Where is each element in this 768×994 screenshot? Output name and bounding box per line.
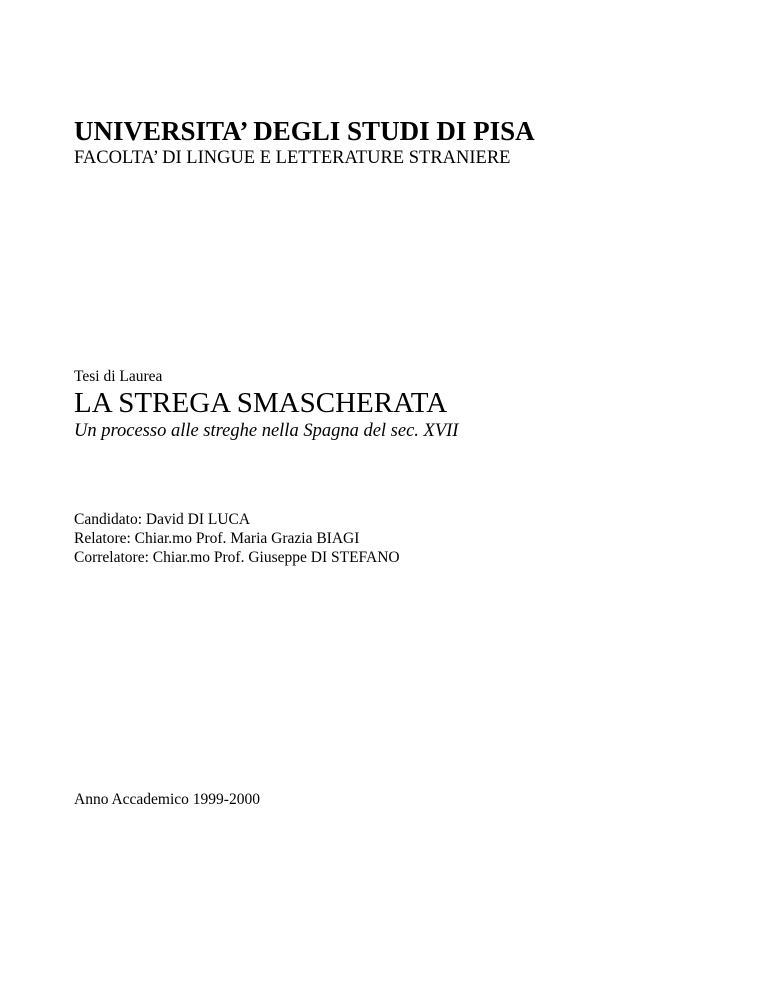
academic-year: Anno Accademico 1999-2000 (74, 791, 260, 808)
university-name: UNIVERSITA’ DEGLI STUDI DI PISA (74, 116, 535, 146)
faculty-name: FACOLTA’ DI LINGUE E LETTERATURE STRANIERE (74, 148, 511, 168)
advisor-line: Relatore: Chiar.mo Prof. Maria Grazia BIAGI (74, 530, 360, 547)
candidate-line: Candidato: David DI LUCA (74, 511, 251, 528)
thesis-subtitle: Un processo alle streghe nella Spagna del sec. XVII (74, 421, 459, 441)
thesis-type: Tesi di Laurea (74, 368, 163, 385)
thesis-title: LA STREGA SMASCHERATA (74, 387, 448, 419)
coadvisor-line: Correlatore: Chiar.mo Prof. Giuseppe DI STEFANO (74, 549, 400, 566)
